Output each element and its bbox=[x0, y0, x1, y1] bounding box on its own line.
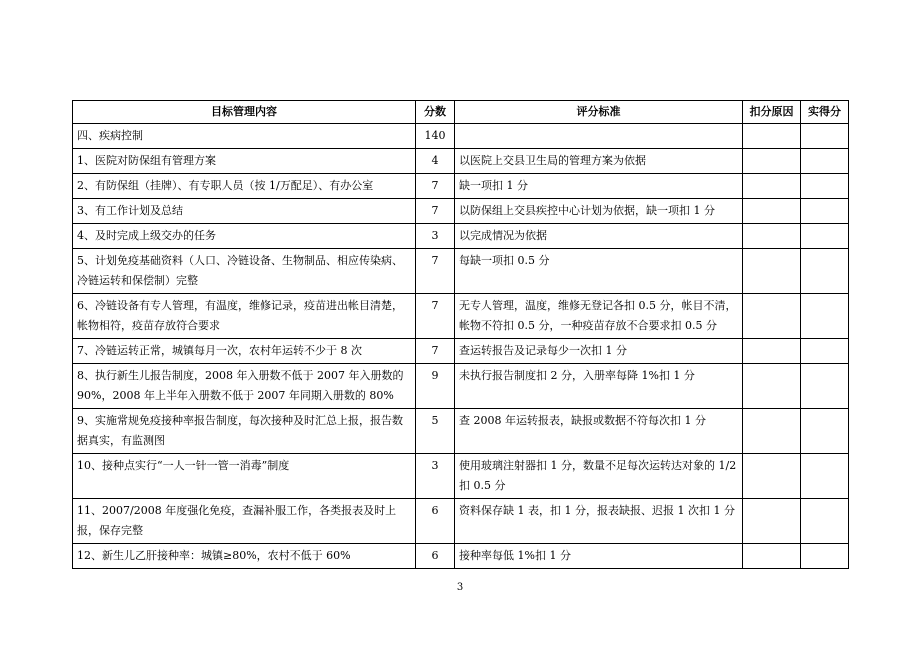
row-deduct-reason-cell bbox=[743, 249, 801, 294]
row-content: 3、有工作计划及总结 bbox=[73, 199, 416, 224]
row-content: 6、冷链设备有专人管理，有温度，维修记录，疫苗进出帐目清楚，帐物相符，疫苗存放符合要求 bbox=[73, 294, 416, 339]
row-actual-score-cell bbox=[801, 249, 849, 294]
row-criteria: 接种率每低 1%扣 1 分 bbox=[455, 544, 743, 569]
row-actual-score-cell bbox=[801, 409, 849, 454]
section-row bbox=[73, 124, 849, 149]
page-number: 3 bbox=[456, 582, 464, 593]
row-criteria: 资料保存缺 1 表，扣 1 分，报表缺报、迟报 1 次扣 1 分 bbox=[455, 499, 743, 544]
table-row bbox=[73, 499, 849, 544]
row-criteria: 查 2008 年运转报表，缺报或数据不符每次扣 1 分 bbox=[455, 409, 743, 454]
section-score: 140 bbox=[416, 124, 455, 149]
row-deduct-reason-cell bbox=[743, 499, 801, 544]
table-row bbox=[73, 364, 849, 409]
table-row bbox=[73, 339, 849, 364]
row-deduct-reason-cell bbox=[743, 339, 801, 364]
row-score: 7 bbox=[416, 339, 455, 364]
row-deduct-reason-cell bbox=[743, 224, 801, 249]
table-row bbox=[73, 174, 849, 199]
row-content: 10、接种点实行“一人一针一管一消毒”制度 bbox=[73, 454, 416, 499]
row-actual-score-cell bbox=[801, 294, 849, 339]
section-actual-cell bbox=[801, 124, 849, 149]
row-deduct-reason-cell bbox=[743, 294, 801, 339]
row-deduct-reason-cell bbox=[743, 409, 801, 454]
row-criteria: 未执行报告制度扣 2 分，入册率每降 1%扣 1 分 bbox=[455, 364, 743, 409]
row-content: 7、冷链运转正常，城镇每月一次，农村年运转不少于 8 次 bbox=[73, 339, 416, 364]
row-content: 9、实施常规免疫接种率报告制度，每次接种及时汇总上报，报告数据真实，有监测图 bbox=[73, 409, 416, 454]
row-actual-score-cell bbox=[801, 544, 849, 569]
row-criteria: 以医院上交县卫生局的管理方案为依据 bbox=[455, 149, 743, 174]
row-content: 2、有防保组（挂牌）、有专职人员（按 1/万配足）、有办公室 bbox=[73, 174, 416, 199]
row-deduct-reason-cell bbox=[743, 199, 801, 224]
row-content: 1、医院对防保组有管理方案 bbox=[73, 149, 416, 174]
section-criteria-cell bbox=[455, 124, 743, 149]
table-row bbox=[73, 249, 849, 294]
row-actual-score-cell bbox=[801, 149, 849, 174]
row-content: 11、2007/2008 年度强化免疫，查漏补服工作，各类报表及时上报，保存完整 bbox=[73, 499, 416, 544]
header-actual-score: 实得分 bbox=[801, 101, 849, 124]
row-criteria: 使用玻璃注射器扣 1 分，数量不足每次运转达对象的 1/2 扣 0.5 分 bbox=[455, 454, 743, 499]
row-criteria: 缺一项扣 1 分 bbox=[455, 174, 743, 199]
row-deduct-reason-cell bbox=[743, 174, 801, 199]
row-score: 5 bbox=[416, 409, 455, 454]
row-content: 5、计划免疫基础资料（人口、冷链设备、生物制品、相应传染病、冷链运转和保偿制）完整 bbox=[73, 249, 416, 294]
row-score: 6 bbox=[416, 544, 455, 569]
row-content: 12、新生儿乙肝接种率：城镇≥80%，农村不低于 60% bbox=[73, 544, 416, 569]
section-deduct-cell bbox=[743, 124, 801, 149]
row-content: 4、及时完成上级交办的任务 bbox=[73, 224, 416, 249]
header-deduct-reason: 扣分原因 bbox=[743, 101, 801, 124]
row-actual-score-cell bbox=[801, 224, 849, 249]
row-criteria: 查运转报告及记录每少一次扣 1 分 bbox=[455, 339, 743, 364]
row-score: 7 bbox=[416, 249, 455, 294]
table-row bbox=[73, 149, 849, 174]
section-title: 四、疾病控制 bbox=[73, 124, 416, 149]
row-content: 8、执行新生儿报告制度，2008 年入册数不低于 2007 年入册数的 90%，2008 年上半年入册数不低于 2007 年同期入册数的 80% bbox=[73, 364, 416, 409]
row-score: 3 bbox=[416, 224, 455, 249]
row-score: 7 bbox=[416, 199, 455, 224]
row-deduct-reason-cell bbox=[743, 454, 801, 499]
row-criteria: 以防保组上交县疾控中心计划为依据，缺一项扣 1 分 bbox=[455, 199, 743, 224]
header-content: 目标管理内容 bbox=[73, 101, 416, 124]
row-actual-score-cell bbox=[801, 174, 849, 199]
row-score: 4 bbox=[416, 149, 455, 174]
row-score: 7 bbox=[416, 294, 455, 339]
row-score: 3 bbox=[416, 454, 455, 499]
row-actual-score-cell bbox=[801, 454, 849, 499]
row-score: 9 bbox=[416, 364, 455, 409]
table-row bbox=[73, 224, 849, 249]
row-actual-score-cell bbox=[801, 199, 849, 224]
row-actual-score-cell bbox=[801, 499, 849, 544]
table-row bbox=[73, 294, 849, 339]
row-score: 7 bbox=[416, 174, 455, 199]
row-criteria: 每缺一项扣 0.5 分 bbox=[455, 249, 743, 294]
row-score: 6 bbox=[416, 499, 455, 544]
scoring-table bbox=[72, 100, 849, 569]
row-deduct-reason-cell bbox=[743, 364, 801, 409]
row-actual-score-cell bbox=[801, 364, 849, 409]
table-row bbox=[73, 199, 849, 224]
row-actual-score-cell bbox=[801, 339, 849, 364]
header-score: 分数 bbox=[416, 101, 455, 124]
row-deduct-reason-cell bbox=[743, 544, 801, 569]
row-criteria: 无专人管理，温度，维修无登记各扣 0.5 分，帐目不清，帐物不符扣 0.5 分，一种疫苗存放不合要求扣 0.5 分 bbox=[455, 294, 743, 339]
table-row bbox=[73, 409, 849, 454]
table-row bbox=[73, 454, 849, 499]
table-header-row bbox=[73, 101, 849, 124]
table-row bbox=[73, 544, 849, 569]
header-criteria: 评分标准 bbox=[455, 101, 743, 124]
row-criteria: 以完成情况为依据 bbox=[455, 224, 743, 249]
row-deduct-reason-cell bbox=[743, 149, 801, 174]
